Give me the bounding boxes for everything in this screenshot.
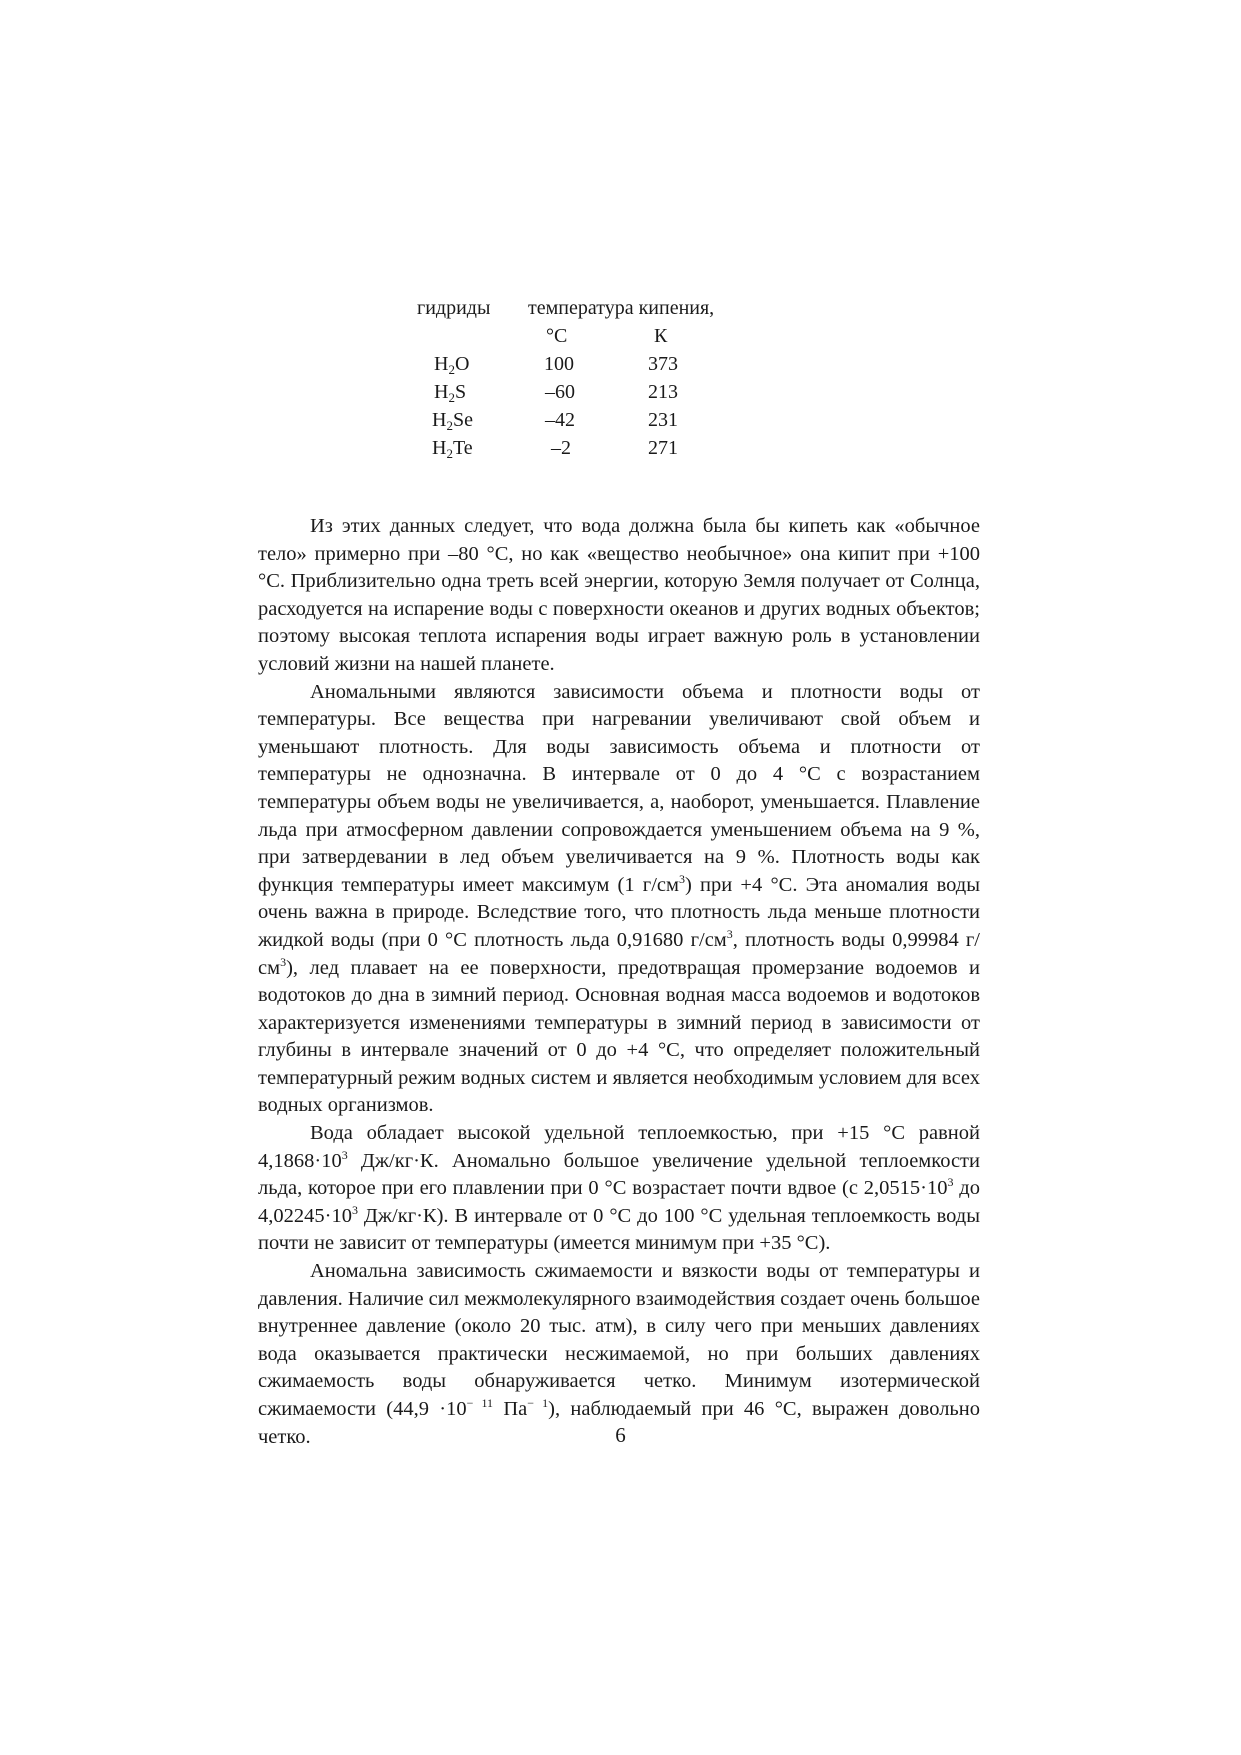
table-row-2-kelvin: 231: [648, 409, 678, 431]
text-run: Дж/кг·К). В интервале от 0 °С до 100 °С удельная теплоемкость воды почти не зависит от температуры (имеется минимум при +35 °С).: [258, 1204, 980, 1255]
table-row-0-celsius: 100: [544, 353, 574, 375]
column-header-boiling-temperature: температура кипения,: [528, 297, 715, 319]
text-run: ), наблюдаемый при 46 °С, выражен довольно четко.: [258, 1398, 980, 1448]
text-run: до 4,02245·10: [258, 1177, 980, 1227]
table-row-1-kelvin: 213: [648, 381, 678, 403]
table-row-0-kelvin: 373: [648, 353, 678, 375]
text-run: Из этих данных следует, что вода должна была бы кипеть как «обычное тело» примерно при –80 °С, но как «вещество необычное» она кипит при +100 °С. Приблизительно одна треть всей энергии, которую Земля получает от Солнца, расходуется на испарение воды с поверхности океанов и других водных объектов; поэтому высокая теплота испарения воды играет важную роль в установлении условий жизни на нашей планете.: [258, 515, 980, 675]
body-text: [258, 513, 980, 1451]
table-row-3-celsius: –2: [551, 437, 571, 459]
page-number: 6: [615, 1423, 626, 1447]
text-run: Вода обладает высокой удельной теплоемкостью, при +15 °С равной 4,1868·10: [258, 1122, 980, 1172]
superscript: − 11: [466, 1396, 494, 1410]
text-run: , плотность воды 0,99984 г/см: [258, 928, 980, 979]
table-row-2-compound: $H_2Se$: [432, 409, 473, 433]
table-row-2-celsius: –42: [545, 409, 575, 431]
superscript: 3: [678, 871, 685, 886]
table-row-1-celsius: –60: [545, 381, 575, 403]
text-run: ) при +4 °С. Эта аномалия воды очень важна в природе. Вследствие того, что плотность льда меньше плотности жидкой воды (при 0 °С плотность льда 0,91680 г/см: [258, 873, 980, 951]
superscript: 3: [947, 1175, 954, 1190]
text-run: Па: [493, 1398, 528, 1420]
paragraph-density-anomaly: [258, 679, 980, 1121]
text-run: ), лед плавает на ее поверхности, предотвращая промерзание водоемов и водотоков до дна в зимний период. Основная водная масса водоемов и водотоков характеризуется изменениями температуры в зимний период в зависимости от глубины в интервале значений от 0 до +4 °С, что определяет положительный температурный режим водных систем и является необходимым условием для всех водных организмов.: [258, 956, 980, 1117]
table-row-3-compound: $H_2Te$: [432, 437, 473, 461]
text-run: Аномальными являются зависимости объема и плотности воды от температуры. Все вещества при нагревании увеличивают свой объем и уменьшают плотность. Для воды зависимость объема и плотности от температуры не однозначна. В интервале от 0 до 4 °С с возрастанием температуры объем воды не увеличивается, а, наоборот, уменьшается. Плавление льда при атмосферном давлении сопровождается уменьшением объема на 9 %, при затвердевании в лед объем увеличивается на 9 %. Плотность воды как функция температуры имеет максимум (1 г/см: [258, 680, 980, 896]
text-run: Аномальна зависимость сжимаемости и вязкости воды от температуры и давления. Наличие сил межмолекулярного взаимодействия создает очень большое внутреннее давление (около 20 тыс. атм), в силу чего при меньших давлениях вода оказывается практически несжимаемой, но при больших давлениях сжимаемость воды обнаруживается четко. Минимум изотермической сжимаемости (44,9 ·10: [258, 1260, 981, 1420]
superscript: 3: [726, 926, 733, 941]
column-header-hydrides: гидриды: [417, 297, 491, 319]
paragraph-boiling-anomaly: [258, 513, 980, 679]
text-run: Дж/кг·К. Аномально большое увеличение удельной теплоемкости льда, которое при его плавлении при 0 °С возрастает почти вдвое (с 2,0515·10: [258, 1149, 980, 1200]
unit-celsius: °C: [546, 325, 568, 347]
superscript: 3: [351, 1202, 358, 1217]
table-row-3-kelvin: 271: [648, 437, 678, 459]
superscript: − 1: [527, 1396, 549, 1410]
superscript: 3: [341, 1147, 348, 1162]
unit-kelvin: К: [654, 325, 668, 347]
table-row-0-compound: $H_2O$: [434, 353, 470, 377]
superscript: 3: [280, 954, 287, 969]
paragraph-heat-capacity: [258, 1120, 980, 1258]
table-row-1-compound: $H_2S$: [434, 381, 467, 405]
